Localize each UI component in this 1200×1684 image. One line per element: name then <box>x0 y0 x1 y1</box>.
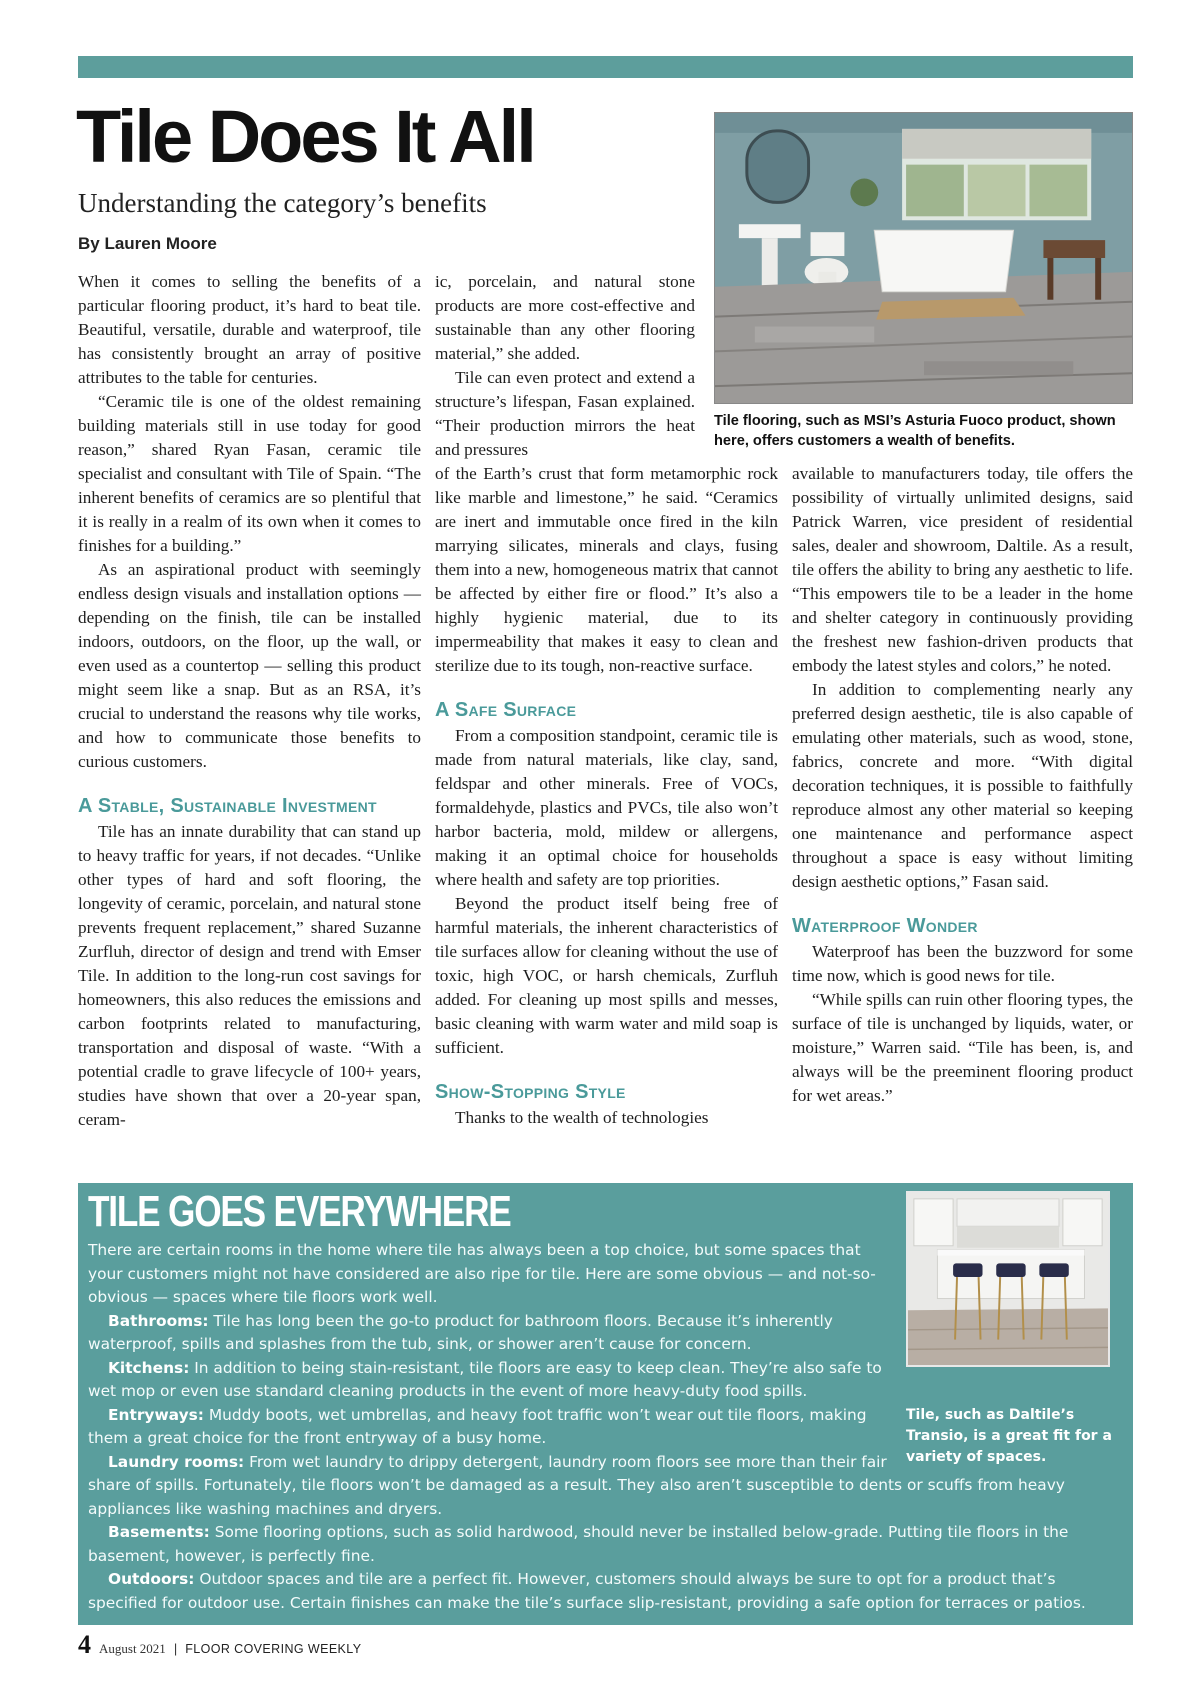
sidebar-item <box>88 1521 1126 1568</box>
paragraph: As an aspirational product with seemingly endless design visuals and installation options — depending on the finish, tile can be installed indoors, outdoors, on the floor, up the wall, or even used as a countertop — selling this product might seem like a snap. But as an RSA, it’s crucial to understand the reasons why tile works, and how to communicate those benefits to curious customers. <box>78 560 421 771</box>
section-heading: A Safe Surface <box>435 699 577 721</box>
sidebar-item-text: From wet laundry to drippy detergent, laundry room floors see more than their fair share of spills. Fortunately, tile floors won’t be damaged as a result. They also aren’t susceptible to dents or scuffs from heavy appliances like washing machines and dryers. <box>88 1452 1065 1518</box>
publication-name: FLOOR COVERING WEEKLY <box>185 1642 362 1656</box>
section-heading: A Stable, Sustainable Investment <box>78 795 377 817</box>
paragraph: “Ceramic tile is one of the oldest remaining building materials still in use today for good reason,” shared Ryan Fasan, ceramic tile specialist and consultant with Tile of Spain. “The inherent benefits of ceramics are so plentiful that it is really in a realm of its own when it comes to finishes for a building.” <box>78 392 421 555</box>
sidebar-item-label: Kitchens: <box>108 1358 190 1377</box>
article-subtitle: Understanding the category’s benefits <box>78 188 487 218</box>
sidebar-item-text: Muddy boots, wet umbrellas, and heavy foot traffic won’t wear out tile floors, making them a great choice for the front entryway of a busy home. <box>88 1405 867 1447</box>
article-column-2-top <box>435 270 695 462</box>
header-accent-bar <box>78 56 1133 78</box>
sidebar-item-text: Tile has long been the go-to product for bathroom floors. Because it’s inherently waterproof, spills and splashes from the tub, sink, or shower aren’t cause for concern. <box>88 1311 833 1353</box>
photo-caption: Tile, such as Daltile’s Transio, is a great fit for a variety of spaces. <box>906 1407 1112 1465</box>
sidebar-item-label: Entryways: <box>108 1405 204 1424</box>
paragraph: available to manufacturers today, tile offers the possibility of virtually unlimited designs, said Patrick Warren, vice president of residential sales, dealer and showroom, Daltile. As a result, tile offers the ability to bring any aesthetic to life. “This empowers tile to be a leader in the home and shelter category in continuously providing the freshest new fashion-driven products that embody the latest styles and colors,” he noted. <box>792 464 1133 675</box>
issue-date: August 2021 <box>99 1641 166 1656</box>
sidebar-item-text: Outdoor spaces and tile are a perfect fit. However, customers should always be sure to opt for a product that’s specified for outdoor use. Certain finishes can make the tile’s surface slip-resistant, providing a safe option for terraces or patios. <box>88 1570 1086 1612</box>
paragraph: ic, porcelain, and natural stone products are more cost-effective and sustainable than any other flooring material,” she added. <box>435 272 695 363</box>
paragraph: Tile has an innate durability that can stand up to heavy traffic for years, if not decades. “Unlike other types of hard and soft flooring, the longevity of ceramic, porcelain, and natural stone prevents frequent replacement,” shared Suzanne Zurfluh, director of design and trend with Emser Tile. In addition to the long-run cost savings for homeowners, this also reduces the emissions and carbon footprints related to manufacturing, transportation and disposal of waste. “With a potential cradle to grave lifecycle of 100+ years, studies have shown that over a 20-year span, ceram- <box>78 822 421 1129</box>
article-title: Tile Does It All <box>76 95 534 178</box>
byline: By Lauren Moore <box>78 234 217 253</box>
page-number: 4 <box>78 1630 91 1659</box>
bathroom-tile-photo <box>714 112 1133 404</box>
paragraph: In addition to complementing nearly any preferred design aesthetic, tile is also capable of emulating other materials, such as wood, stone, fabrics, concrete and more. “With digital decoration techniques, it is possible to faithfully reproduce almost any other material so keeping one maintenance and performance aspect throughout a space is easy without limiting design aesthetic options,” Fasan said. <box>792 680 1133 891</box>
paragraph: of the Earth’s crust that form metamorphic rock like marble and limestone,” he said. “Ceramics are inert and immutable once fired in the kiln marrying silicates, minerals and clays, fusing them into a new, homogeneous matrix that cannot be affected by either fire or flood.” It’s also a highly hygienic material, due to its impermeability that makes it easy to clean and sterilize due to its tough, non-reactive surface. <box>435 464 778 675</box>
paragraph: From a composition standpoint, ceramic tile is made from natural materials, like clay, sand, feldspar and other minerals. Free of VOCs, formaldehyde, plastics and PVCs, tile also won’t harbor bacteria, mold, mildew or allergens, making it an optimal choice for households where health and safety are top priorities. <box>435 726 778 889</box>
sidebar-item-text: In addition to being stain-resistant, tile floors are easy to keep clean. They’re also safe to wet mop or even use standard cleaning products in the event of more heavy-duty food spills. <box>88 1358 882 1400</box>
sidebar-intro: There are certain rooms in the home where tile has always been a top choice, but some spaces that your customers might not have considered are also ripe for tile. Here are some obvious — and not-so-obvious — spaces where tile floors work well. <box>88 1241 876 1306</box>
sidebar-item-label: Basements: <box>108 1523 210 1541</box>
sidebar-item-label: Laundry rooms: <box>108 1452 245 1471</box>
paragraph: Thanks to the wealth of technologies <box>455 1108 709 1127</box>
kitchen-tile-photo <box>906 1191 1110 1367</box>
sidebar-item-text: Some flooring options, such as solid hardwood, should never be installed below-grade. Putting tile floors in the basement, however, is perfectly fine. <box>88 1523 1069 1565</box>
photo-caption: Tile flooring, such as MSI’s Asturia Fuoco product, shown here, offers customers a wealth of benefits. <box>714 413 1116 449</box>
article-column-1 <box>78 270 421 1132</box>
footer-separator: | <box>173 1641 178 1656</box>
paragraph: Waterproof has been the buzzword for some time now, which is good news for tile. <box>792 942 1133 985</box>
page-footer <box>78 1630 361 1660</box>
section-heading: Waterproof Wonder <box>792 915 978 937</box>
sidebar-item-label: Bathrooms: <box>108 1311 209 1330</box>
paragraph: Tile can even protect and extend a structure’s lifespan, Fasan explained. “Their production mirrors the heat and pressures <box>435 368 695 459</box>
article-column-3 <box>792 462 1133 1108</box>
sidebar-box <box>78 1183 1133 1625</box>
paragraph: When it comes to selling the benefits of a particular flooring product, it’s hard to beat tile. Beautiful, versatile, durable and waterproof, tile has consistently brought an array of positive attributes to the table for centuries. <box>78 272 421 387</box>
sidebar-item-label: Outdoors: <box>108 1570 195 1588</box>
article-column-2 <box>435 462 778 1130</box>
paragraph: “While spills can ruin other flooring types, the surface of tile is unchanged by liquids, water, or moisture,” Warren said. “Tile has been, is, and always will be the preeminent flooring product for wet areas.” <box>792 990 1133 1105</box>
section-heading: Show-Stopping Style <box>435 1081 626 1103</box>
sidebar-title: TILE GOES EVERYWHERE <box>88 1187 511 1236</box>
sidebar-item <box>88 1568 1126 1615</box>
paragraph: Beyond the product itself being free of harmful materials, the inherent characteristics of tile surfaces allow for cleaning without the use of toxic, high VOC, or harsh chemicals, Zurfluh added. For cleaning up most spills and messes, basic cleaning with warm water and mild soap is sufficient. <box>435 894 778 1057</box>
